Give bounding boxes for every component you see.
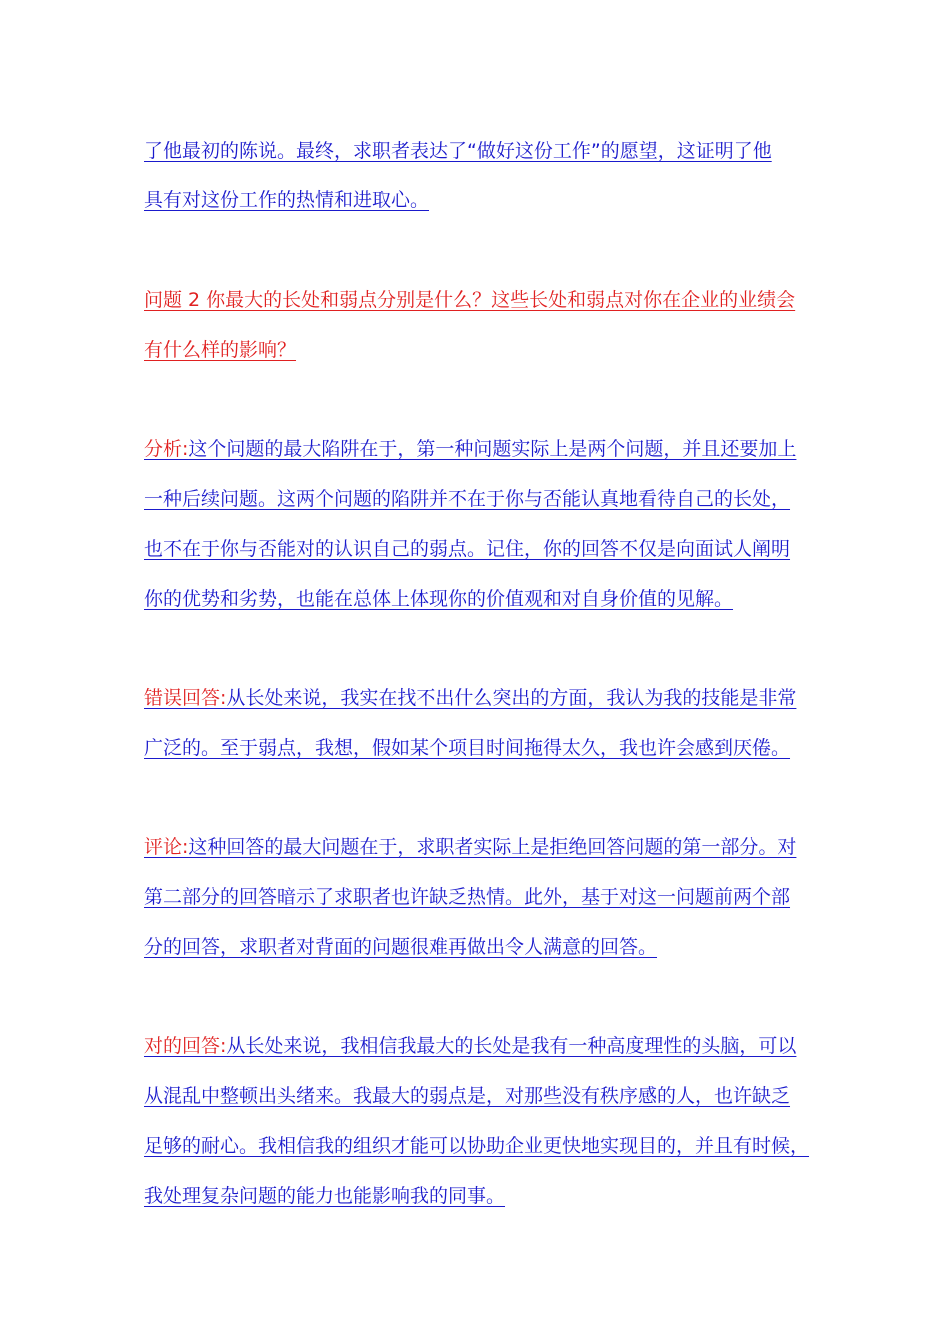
- analysis-label: 分析:: [144, 438, 189, 460]
- wrong-answer-line-2: 广泛的。至于弱点，我想，假如某个项目时间拖得太久，我也许会感到厌倦。: [144, 737, 791, 759]
- intro-line-2: 具有对这份工作的热情和进取心。: [144, 189, 430, 211]
- analysis-line-2: 一种后续问题。这两个问题的陷阱并不在于你与否能认真地看待自己的长处，: [144, 488, 791, 510]
- analysis-line-3: 也不在于你与否能对的认识自己的弱点。记住，你的回答不仅是向面试人阐明: [144, 538, 791, 560]
- comment-text-1: 这种回答的最大问题在于，求职者实际上是拒绝回答问题的第一部分。对: [188, 836, 797, 858]
- analysis-line-1: [144, 437, 796, 461]
- analysis-line-4: 你的优势和劣势，也能在总体上体现你的价值观和对自身价值的见解。: [144, 588, 734, 610]
- right-answer-text-1: 从长处来说，我相信我最大的长处是我有一种高度理性的头脑，可以: [226, 1035, 797, 1057]
- wrong-answer-line-1: [144, 686, 796, 710]
- analysis-text-1: 这个问题的最大陷阱在于，第一种问题实际上是两个问题，并且还要加上: [188, 438, 797, 460]
- right-answer-line-4: 我处理复杂问题的能力也能影响我的同事。: [144, 1185, 506, 1207]
- question-line-2: 有什么样的影响？: [144, 339, 297, 361]
- question-line-1: 问题 2 你最大的长处和弱点分别是什么？这些长处和弱点对你在企业的业绩会: [144, 289, 796, 311]
- right-answer-line-3: 足够的耐心。我相信我的组织才能可以协助企业更快地实现目的，并且有时候，: [144, 1135, 810, 1157]
- right-answer-line-2: 从混乱中整顿出头绪来。我最大的弱点是，对那些没有秩序感的人，也许缺乏: [144, 1085, 791, 1107]
- comment-label: 评论:: [144, 836, 189, 858]
- wrong-answer-label: 错误回答:: [144, 687, 227, 709]
- comment-line-2: 第二部分的回答暗示了求职者也许缺乏热情。此外，基于对这一问题前两个部: [144, 886, 791, 908]
- intro-line-1: 了他最初的陈说。最终，求职者表达了“做好这份工作”的愿望，这证明了他: [144, 140, 772, 162]
- comment-line-3: 分的回答，求职者对背面的问题很难再做出令人满意的回答。: [144, 936, 658, 958]
- wrong-answer-text-1: 从长处来说，我实在找不出什么突出的方面，我认为我的技能是非常: [226, 687, 797, 709]
- right-answer-line-1: [144, 1034, 796, 1058]
- right-answer-label: 对的回答:: [144, 1035, 227, 1057]
- comment-line-1: [144, 835, 796, 859]
